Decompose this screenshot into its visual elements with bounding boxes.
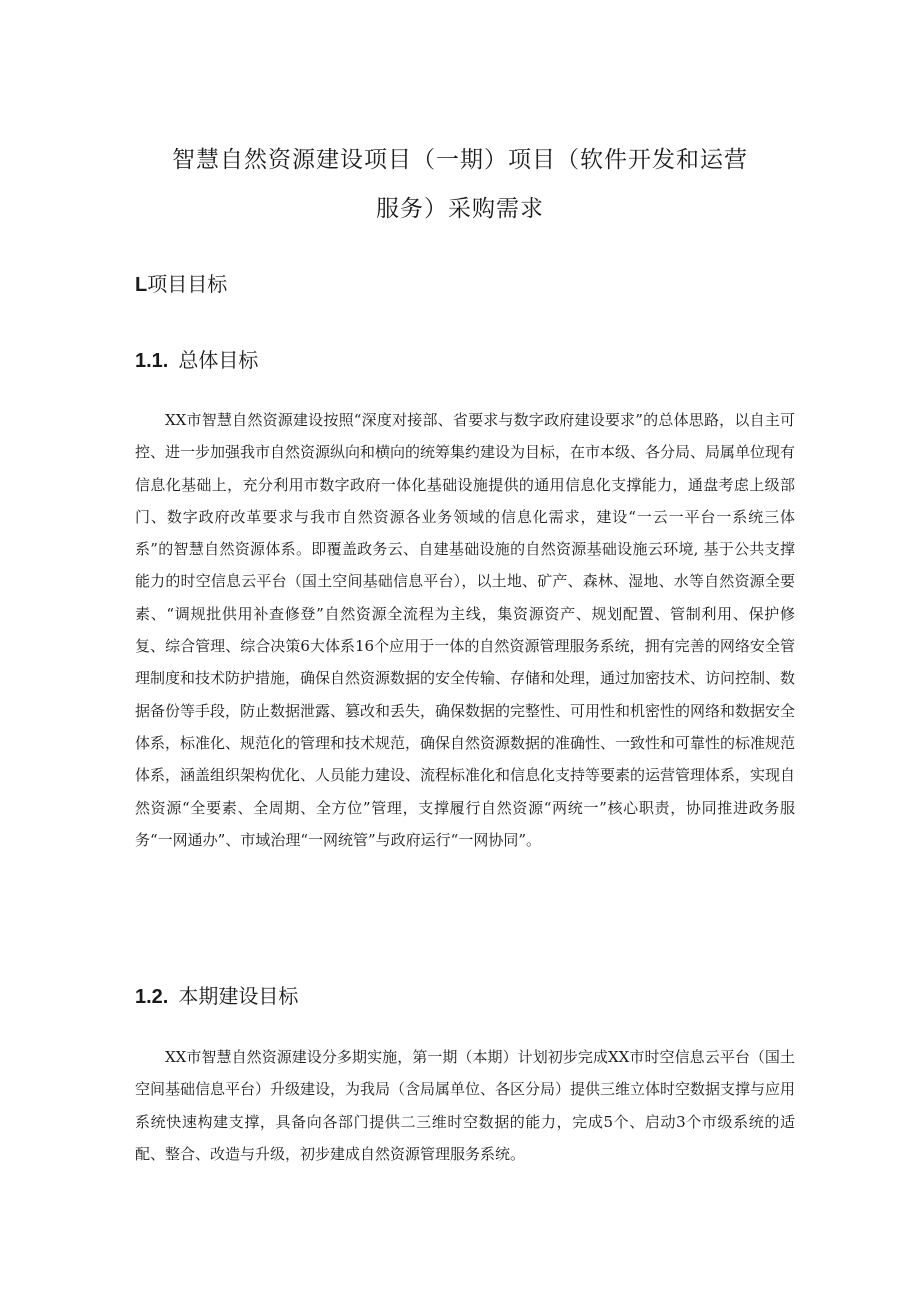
document-title-line-2: 服务）采购需求: [376, 196, 544, 222]
document-title-line-1: 智慧自然资源建设项目（一期）项目（软件开发和运营: [172, 147, 748, 173]
subsection-heading-overall-goal: [135, 344, 258, 373]
subsection-number: 1.2.: [135, 986, 169, 1008]
section-number: L: [135, 274, 148, 296]
subsection-label: 总体目标: [178, 348, 259, 372]
subsection-heading-phase-goal: [135, 980, 298, 1009]
overall-goal-paragraph: XX市智慧自然资源建设按照“深度对接部、省要求与数字政府建设要求”的总体思路，以自主可控、进一步加强我市自然资源纵向和横向的统筹集约建设为目标，在市本级、各分局、局属单位现有信息化基础上，充分利用市数字政府一体化基础设施提供的通用信息化支撑能力，通盘考虑上级部门、数字政府改革要求与我市自然资源各业务领域的信息化需求，建设“一云一平台一系统三体系”的智慧自然资源体系。即覆盖政务云、自建基础设施的自然资源基础设施云环境, 基于公共支撑能力的时空信息云平台（国土空间基础信息平台），以土地、矿产、森林、湿地、水等自然资源全要素、“调规批供用补查修登”自然资源全流程为主线，集资源资产、规划配置、管制利用、保护修复、综合管理、综合决策6大体系16个应用于一体的自然资源管理服务系统，拥有完善的网络安全管理制度和技术防护措施，确保自然资源数据的安全传输、存储和处理，通过加密技术、访问控制、数据备份等手段，防止数据泄露、篡改和丢失，确保数据的完整性、可用性和机密性的网络和数据安全体系，标准化、规范化的管理和技术规范，确保自然资源数据的准确性、一致性和可靠性的标准规范体系，涵盖组织架构优化、人员能力建设、流程标准化和信息化支持等要素的运营管理体系，实现自然资源“全要素、全周期、全方位”管理，支撑履行自然资源“两统一”核心职责，协同推进政务服务“一网通办”、市域治理“一网统管”与政府运行“一网协同”。: [135, 411, 796, 849]
subsection-label: 本期建设目标: [178, 984, 299, 1008]
subsection-number: 1.1.: [135, 350, 169, 372]
phase-goal-paragraph: XX市智慧自然资源建设分多期实施，第一期（本期）计划初步完成XX市时空信息云平台（国土空间基础信息平台）升级建设，为我局（含局属单位、各区分局）提供三维立体时空数据支撑与应用系统快速构建支撑，具备向各部门提供二三维时空数据的能力，完成5个、启动3个市级系统的适配、整合、改造与升级，初步建成自然资源管理服务系统。: [135, 1048, 796, 1163]
section-heading-project-goals: [135, 268, 227, 297]
section-label: 项目目标: [147, 272, 228, 296]
